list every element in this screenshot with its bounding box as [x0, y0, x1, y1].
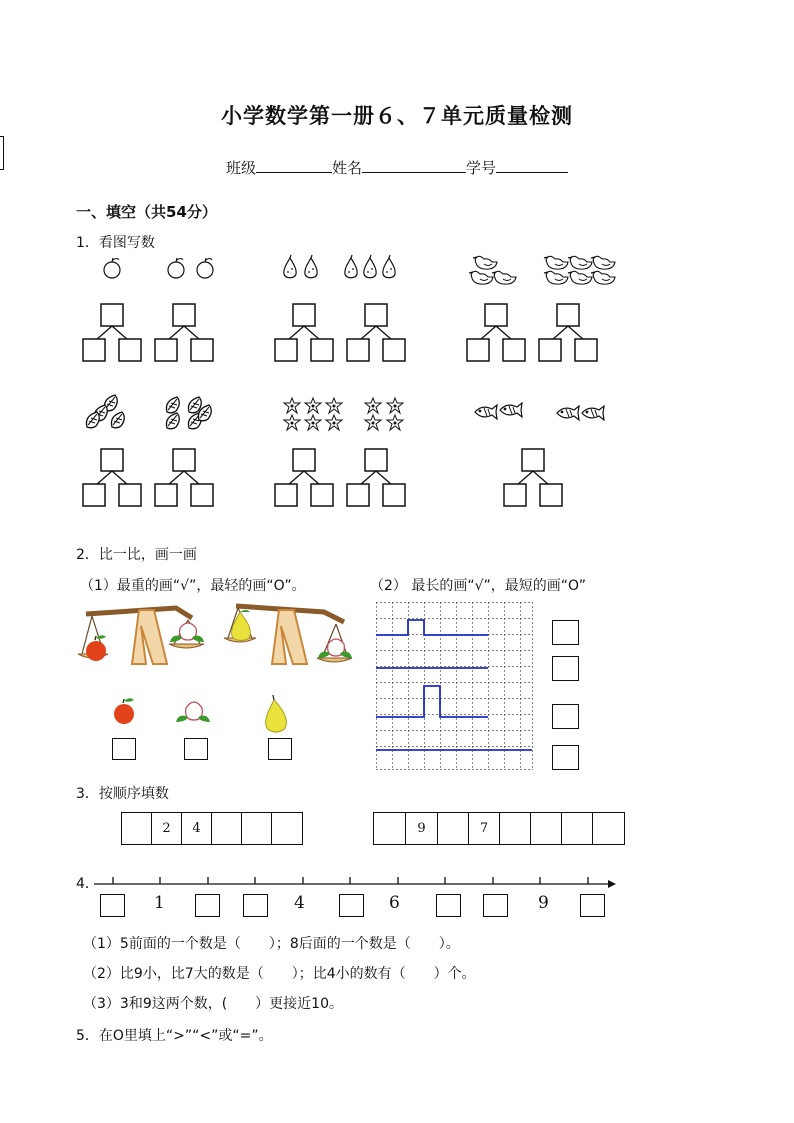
seq2-cell[interactable]	[531, 813, 562, 844]
seq1-cell[interactable]	[122, 813, 152, 844]
tree-3[interactable]	[275, 304, 333, 361]
duck-group-1	[469, 256, 516, 284]
balance-scale-1	[78, 608, 204, 664]
numline-label-1: 1	[154, 893, 165, 913]
seq1-cell[interactable]	[212, 813, 242, 844]
q1-label: 1．看图写数	[76, 235, 155, 251]
seq2-cell[interactable]	[374, 813, 406, 844]
numline-box-10[interactable]	[580, 894, 605, 917]
tree-7[interactable]	[83, 449, 141, 506]
name-label: 姓名	[331, 159, 362, 177]
seq2-cell[interactable]	[500, 813, 531, 844]
tree-5[interactable]	[467, 304, 525, 361]
pear-fruit	[266, 695, 287, 732]
seq2-cell[interactable]: 7	[469, 813, 500, 844]
sequence-row-1	[121, 812, 303, 845]
fish-group-2	[557, 406, 604, 420]
line-c-answer-box[interactable]	[552, 704, 579, 729]
seq2-cell[interactable]: 9	[406, 813, 438, 844]
q4-sub2: （2）比9小，比7大的数是（ ）；比4小的数有（ ）个。	[83, 966, 476, 982]
tree-2[interactable]	[155, 304, 213, 361]
q2-label: 2．比一比，画一画	[76, 547, 197, 563]
line-d-answer-box[interactable]	[552, 745, 579, 770]
section-heading: 一、填空（共54分）	[76, 203, 217, 221]
seq1-cell[interactable]: 4	[182, 813, 212, 844]
numline-box-8[interactable]	[483, 894, 508, 917]
seq1-cell[interactable]	[272, 813, 302, 844]
fish-group-1	[475, 403, 522, 419]
q2-sub1: （1）最重的画“√”，最轻的画“O”。	[80, 578, 306, 594]
leaf-group-1	[86, 395, 124, 428]
tree-10[interactable]	[347, 449, 405, 506]
number-field[interactable]	[496, 158, 568, 173]
sequence-row-2	[373, 812, 625, 845]
line-b-answer-box[interactable]	[552, 656, 579, 681]
student-info	[0, 157, 794, 178]
apple-group-1	[104, 258, 120, 278]
tree-11[interactable]	[504, 449, 562, 506]
class-label: 班级	[225, 159, 256, 177]
flower-group-2	[365, 398, 403, 430]
seq1-cell[interactable]: 2	[152, 813, 182, 844]
duck-group-2	[544, 256, 615, 284]
numline-label-4: 4	[294, 893, 305, 913]
balance-scales	[76, 596, 366, 756]
number-line	[90, 872, 620, 892]
line-a-answer-box[interactable]	[552, 620, 579, 645]
flower-group-1	[284, 398, 342, 430]
q4-label: 4．	[76, 876, 99, 892]
seq2-cell[interactable]	[562, 813, 593, 844]
peach-fruit	[176, 702, 210, 722]
tree-4[interactable]	[347, 304, 405, 361]
q2-sub2: （2） 最长的画“√”，最短的画“O”	[370, 578, 587, 594]
name-field[interactable]	[362, 158, 466, 173]
seq1-cell[interactable]	[242, 813, 272, 844]
numline-box-5[interactable]	[339, 894, 364, 917]
numline-box-0[interactable]	[100, 894, 125, 917]
line-length-grid	[376, 602, 538, 772]
leaf-group-2	[166, 397, 211, 429]
numline-box-2[interactable]	[195, 894, 220, 917]
seq2-cell[interactable]	[593, 813, 624, 844]
tree-6[interactable]	[539, 304, 597, 361]
number-label: 学号	[466, 159, 497, 177]
apple-fruit	[114, 698, 134, 724]
seq2-cell[interactable]	[438, 813, 469, 844]
pear-group-1	[284, 255, 317, 278]
q4-sub1: （1）5前面的一个数是（ ）；8后面的一个数是（ ）。	[83, 936, 460, 952]
q5-label: 5．在O里填上“>”“<”或“=”。	[76, 1028, 273, 1044]
pear-answer-box[interactable]	[268, 738, 292, 760]
numline-label-9: 9	[538, 893, 549, 913]
pear-group-2	[345, 255, 395, 278]
q4-sub3: （3）3和9这两个数，( ）更接近10。	[83, 996, 343, 1012]
numline-box-3[interactable]	[243, 894, 268, 917]
q3-label: 3．按顺序填数	[76, 786, 169, 802]
numline-box-7[interactable]	[436, 894, 461, 917]
tree-9[interactable]	[275, 449, 333, 506]
q1-figures	[0, 250, 794, 530]
page-title: 小学数学第一册６、７单元质量检测	[221, 104, 573, 128]
class-field[interactable]	[256, 158, 332, 173]
apple-group-2	[168, 258, 213, 278]
numline-label-6: 6	[389, 893, 400, 913]
peach-answer-box[interactable]	[184, 738, 208, 760]
tree-1[interactable]	[83, 304, 141, 361]
balance-scale-2	[224, 606, 352, 664]
apple-answer-box[interactable]	[112, 738, 136, 760]
tree-8[interactable]	[155, 449, 213, 506]
